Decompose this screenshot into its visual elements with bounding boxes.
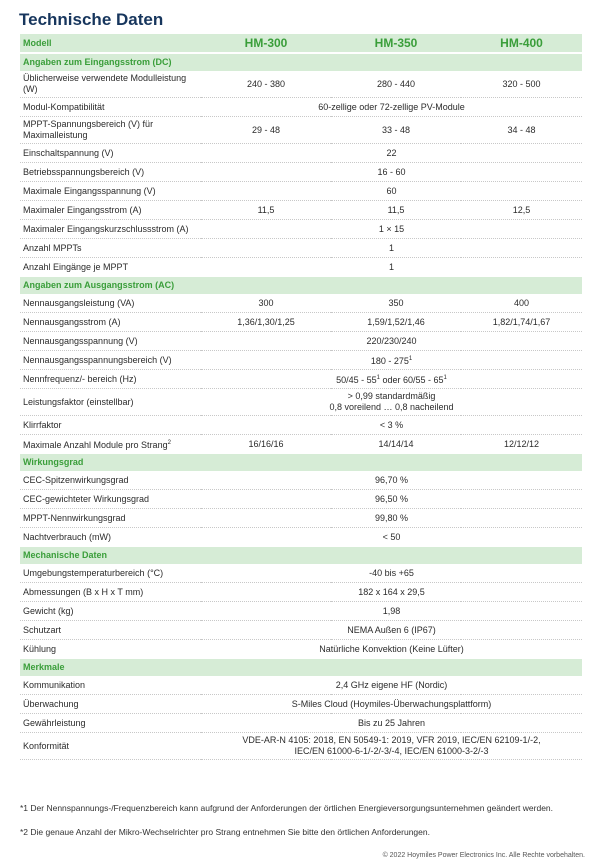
row-label: Kommunikation [20, 676, 201, 695]
table-row [20, 220, 582, 239]
row-value-merged: 60 [201, 182, 582, 201]
table-row [20, 416, 582, 435]
row-value: 1,36/1,30/1,25 [201, 313, 331, 332]
row-value-merged: S-Miles Cloud (Hoymiles-Überwachungsplattform) [201, 695, 582, 714]
table-row [20, 509, 582, 528]
section-title: Mechanische Daten [20, 547, 582, 565]
row-value-merged: 1 [201, 258, 582, 277]
row-value-merged: 60-zellige oder 72-zellige PV-Module [201, 98, 582, 117]
row-label: Betriebsspannungsbereich (V) [20, 163, 201, 182]
table-row [20, 144, 582, 163]
row-label: Anzahl MPPTs [20, 239, 201, 258]
row-label: Üblicherweise verwendete Modulleistung (W) [20, 71, 201, 98]
row-label: Maximaler Eingangsstrom (A) [20, 201, 201, 220]
section-header [20, 454, 582, 472]
section-title: Merkmale [20, 659, 582, 677]
table-row [20, 258, 582, 277]
table-row [20, 564, 582, 583]
row-label: MPPT-Nennwirkungsgrad [20, 509, 201, 528]
row-value-merged: Bis zu 25 Jahren [201, 714, 582, 733]
table-row [20, 528, 582, 547]
row-value-merged: 96,50 % [201, 490, 582, 509]
table-row [20, 733, 582, 760]
row-value-merged: 2,4 GHz eigene HF (Nordic) [201, 676, 582, 695]
table-row [20, 182, 582, 201]
table-row [20, 313, 582, 332]
row-label: Maximaler Eingangskurzschlussstrom (A) [20, 220, 201, 239]
row-label: Maximale Eingangsspannung (V) [20, 182, 201, 201]
footnote-1: *1 Der Nennspannungs-/Frequenzbereich kann aufgrund der Anforderungen der örtlichen Energieversorgungsunternehmen geändert werden. [20, 803, 554, 813]
row-label: Nennausgangsspannungsbereich (V) [20, 351, 201, 370]
row-value: 320 - 500 [461, 71, 582, 98]
row-value-merged: 1,98 [201, 602, 582, 621]
row-value: 16/16/16 [201, 435, 331, 454]
table-row [20, 71, 582, 98]
model-hm-300: HM-300 [201, 34, 331, 53]
copyright: © 2022 Hoymiles Power Electronics Inc. Alle Rechte vorbehalten. [382, 852, 585, 859]
row-value-merged: < 3 % [201, 416, 582, 435]
row-value: 240 - 380 [201, 71, 331, 98]
table-row [20, 163, 582, 182]
table-row [20, 201, 582, 220]
table-row [20, 640, 582, 659]
row-value: 33 - 48 [331, 117, 461, 144]
row-value: 12/12/12 [461, 435, 582, 454]
row-label: Anzahl Eingänge je MPPT [20, 258, 201, 277]
table-row [20, 332, 582, 351]
table-row [20, 676, 582, 695]
row-label: Abmessungen (B x H x T mm) [20, 583, 201, 602]
row-label: Maximale Anzahl Module pro Strang$^2$ [20, 435, 201, 454]
row-value-merged: 22 [201, 144, 582, 163]
row-value-merged: -40 bis +65 [201, 564, 582, 583]
row-label: Überwachung [20, 695, 201, 714]
table-row [20, 435, 582, 454]
row-label: Nennausgangsspannung (V) [20, 332, 201, 351]
section-title: Wirkungsgrad [20, 454, 582, 472]
row-label: Kühlung [20, 640, 201, 659]
row-value: 350 [331, 294, 461, 313]
row-value: 300 [201, 294, 331, 313]
row-value-merged: Natürliche Konvektion (Keine Lüfter) [201, 640, 582, 659]
table-row [20, 695, 582, 714]
table-row [20, 117, 582, 144]
row-label: CEC-Spitzenwirkungsgrad [20, 471, 201, 490]
spec-table-body [20, 53, 582, 760]
row-value: 12,5 [461, 201, 582, 220]
row-label: Klirrfaktor [20, 416, 201, 435]
row-value: 400 [461, 294, 582, 313]
row-label: Gewährleistung [20, 714, 201, 733]
row-value: 14/14/14 [331, 435, 461, 454]
model-hm-400: HM-400 [461, 34, 582, 53]
row-label: Nachtverbrauch (mW) [20, 528, 201, 547]
row-label: Schutzart [20, 621, 201, 640]
section-title: Angaben zum Eingangsstrom (DC) [20, 53, 582, 71]
section-title: Angaben zum Ausgangsstrom (AC) [20, 277, 582, 295]
row-label: Modul-Kompatibilität [20, 98, 201, 117]
table-row [20, 602, 582, 621]
table-row [20, 351, 582, 370]
row-label: Umgebungstemperaturbereich (°C) [20, 564, 201, 583]
row-label: Konformität [20, 733, 201, 760]
table-row [20, 239, 582, 258]
row-label: MPPT-Spannungsbereich (V) für Maximalleistung [20, 117, 201, 144]
row-value: 34 - 48 [461, 117, 582, 144]
model-hm-350: HM-350 [331, 34, 461, 53]
table-row [20, 714, 582, 733]
row-value-merged: < 50 [201, 528, 582, 547]
row-value: 1,59/1,52/1,46 [331, 313, 461, 332]
row-value-merged: VDE-AR-N 4105: 2018, EN 50549-1: 2019, VFR 2019, IEC/EN 62109-1/-2, IEC/EN 61000-6-1/-2/-3/-4, IEC/EN 61000-3-2/-3 [201, 733, 582, 760]
page-title: Technische Daten [19, 10, 164, 29]
row-label: Nennausgangsstrom (A) [20, 313, 201, 332]
table-row [20, 294, 582, 313]
row-value-merged: > 0,99 standardmäßig 0,8 voreilend … 0,8 nacheilend [201, 389, 582, 416]
row-label: Nennfrequenz/- bereich (Hz) [20, 370, 201, 389]
section-header [20, 277, 582, 295]
spec-table [20, 34, 582, 760]
row-value: 29 - 48 [201, 117, 331, 144]
row-value: 11,5 [331, 201, 461, 220]
table-row [20, 621, 582, 640]
row-value-merged: 1 [201, 239, 582, 258]
row-label: Nennausgangsleistung (VA) [20, 294, 201, 313]
row-value-merged: $50/45 - 55^1$ oder $60/55 - 65^1$ [201, 370, 582, 389]
row-value-merged: 220/230/240 [201, 332, 582, 351]
row-value-merged: 99,80 % [201, 509, 582, 528]
table-row [20, 370, 582, 389]
row-value-merged: 182 x 164 x 29,5 [201, 583, 582, 602]
row-value-merged: NEMA Außen 6 (IP67) [201, 621, 582, 640]
row-value-merged: $180 - 275^1$ [201, 351, 582, 370]
row-label: CEC-gewichteter Wirkungsgrad [20, 490, 201, 509]
row-value-merged: 1 × 15 [201, 220, 582, 239]
table-row [20, 389, 582, 416]
section-header [20, 53, 582, 71]
model-header-label: Modell [20, 34, 201, 53]
row-value-merged: 96,70 % [201, 471, 582, 490]
table-row [20, 583, 582, 602]
row-value: 11,5 [201, 201, 331, 220]
row-label: Gewicht (kg) [20, 602, 201, 621]
row-value: 280 - 440 [331, 71, 461, 98]
row-label: Leistungsfaktor (einstellbar) [20, 389, 201, 416]
section-header [20, 659, 582, 677]
table-row [20, 490, 582, 509]
row-label: Einschaltspannung (V) [20, 144, 201, 163]
table-row [20, 98, 582, 117]
footnote-2: *2 Die genaue Anzahl der Mikro-Wechselrichter pro Strang entnehmen Sie bitte den örtlichen Anforderungen. [20, 827, 430, 837]
row-value-merged: 16 - 60 [201, 163, 582, 182]
row-value: 1,82/1,74/1,67 [461, 313, 582, 332]
table-header-row [20, 34, 582, 53]
section-header [20, 547, 582, 565]
table-row [20, 471, 582, 490]
